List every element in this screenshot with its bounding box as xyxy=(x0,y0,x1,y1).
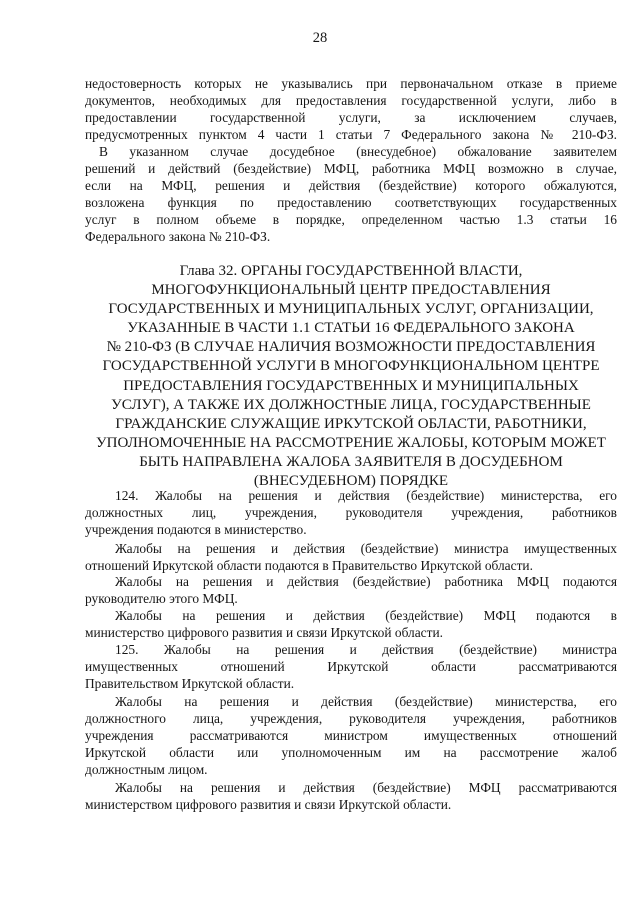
text-line: имущественных отношений Иркутской области рассматриваются xyxy=(85,659,617,674)
heading-line: (ВНЕСУДЕБНОМ) ПОРЯДКЕ xyxy=(253,473,449,490)
heading-line: № 210-ФЗ (В СЛУЧАЕ НАЛИЧИЯ ВОЗМОЖНОСТИ ПРЕДОСТАВЛЕНИЯ xyxy=(106,339,596,356)
text-line: В указанном случае досудебное (внесудебное) обжалование заявителем xyxy=(99,144,617,159)
heading-line: ГОСУДАРСТВЕННОЙ УСЛУГИ В МНОГОФУНКЦИОНАЛЬНОМ ЦЕНТРЕ xyxy=(102,358,600,375)
text-line: предоставлении государственной услуги, за исключением случаев, xyxy=(85,110,617,125)
text-line: Правительством Иркутской области. xyxy=(85,676,295,691)
text-line: недостоверность которых не указывались при первоначальном отказе в приеме xyxy=(85,76,617,91)
text-line: Жалобы на решения и действия (бездействие) МФЦ подаются в xyxy=(115,608,617,623)
intro-paragraph xyxy=(85,75,617,245)
text-line: должностных лиц, учреждения, руководителя учреждения, работников xyxy=(85,505,617,520)
text-line: Жалобы на решения и действия (бездействие) работника МФЦ подаются xyxy=(115,574,617,589)
paragraph-124 xyxy=(85,487,617,538)
text-line: услуг в полном объеме в порядке, определенном частью 1.3 статьи 16 xyxy=(85,212,617,227)
paragraph xyxy=(85,540,617,574)
text-line: руководителю этого МФЦ. xyxy=(85,591,238,606)
paragraph-125 xyxy=(85,641,617,692)
heading-line: УПОЛНОМОЧЕННЫЕ НА РАССМОТРЕНИЕ ЖАЛОБЫ, КОТОРЫМ МОЖЕТ xyxy=(96,434,606,451)
text-line: предусмотренных пунктом 4 части 1 статьи 7 Федерального закона № 210-ФЗ. xyxy=(85,127,617,142)
text-line: министерство цифрового развития и связи Иркутской области. xyxy=(85,625,443,640)
text-line: Федерального закона № 210-ФЗ. xyxy=(85,229,271,244)
heading-line: Глава 32. ОРГАНЫ ГОСУДАРСТВЕННОЙ ВЛАСТИ, xyxy=(179,263,523,279)
text-line: учреждения рассматриваются министром имущественных отношений xyxy=(85,728,617,743)
text-line: возложена функция по предоставлению соответствующих государственных xyxy=(85,195,617,210)
text-line: отношений Иркутской области подаются в Правительство Иркутской области. xyxy=(85,558,533,573)
text-line: документов, необходимых для предоставления государственной услуги, либо в xyxy=(85,93,617,108)
heading-line: МНОГОФУНКЦИОНАЛЬНЫЙ ЦЕНТР ПРЕДОСТАВЛЕНИЯ xyxy=(151,282,551,299)
text-line: Жалобы на решения и действия (бездействие) МФЦ рассматриваются xyxy=(115,780,617,795)
paragraph xyxy=(85,607,617,641)
text-line: если на МФЦ, решения и действия (бездействие) которого обжалуются, xyxy=(85,178,617,193)
paragraph xyxy=(85,693,617,778)
heading-line: ГРАЖДАНСКИЕ СЛУЖАЩИЕ ИРКУТСКОЙ ОБЛАСТИ, РАБОТНИКИ, xyxy=(115,415,587,432)
text-line: министерством цифрового развития и связи Иркутской области. xyxy=(85,797,452,812)
text-line: должностного лица, учреждения, руководителя учреждения, работников xyxy=(85,711,617,726)
text-line: должностным лицом. xyxy=(85,762,208,777)
text-line: Иркутской области или уполномоченным им на рассмотрение жалоб xyxy=(85,745,617,760)
text-line: Жалобы на решения и действия (бездействие) министерства, его xyxy=(115,694,617,709)
heading-line: УКАЗАННЫЕ В ЧАСТИ 1.1 СТАТЬИ 16 ФЕДЕРАЛЬНОГО ЗАКОНА xyxy=(127,320,575,337)
heading-line: ГОСУДАРСТВЕННЫХ И МУНИЦИПАЛЬНЫХ УСЛУГ, ОРГАНИЗАЦИИ, xyxy=(108,301,594,318)
heading-line: БЫТЬ НАПРАВЛЕНА ЖАЛОБА ЗАЯВИТЕЛЯ В ДОСУДЕБНОМ xyxy=(139,453,563,470)
heading-line: ПРЕДОСТАВЛЕНИЯ ГОСУДАРСТВЕННЫХ И МУНИЦИПАЛЬНЫХ xyxy=(123,377,579,394)
text-line: учреждения подаются в министерство. xyxy=(85,522,307,537)
text-line: 124. Жалобы на решения и действия (бездействие) министерства, его xyxy=(115,488,617,503)
text-line: решений и действий (бездействие) МФЦ, работника МФЦ возможно в случае, xyxy=(85,161,617,176)
heading-line: УСЛУГ), А ТАКЖЕ ИХ ДОЛЖНОСТНЫЕ ЛИЦА, ГОСУДАРСТВЕННЫЕ xyxy=(111,396,591,413)
page-number: 28 xyxy=(312,30,328,46)
chapter-heading xyxy=(85,262,617,491)
paragraph xyxy=(85,779,617,813)
paragraph xyxy=(85,573,617,607)
text-line: Жалобы на решения и действия (бездействие) министра имущественных xyxy=(115,541,617,556)
text-line: 125. Жалобы на решения и действия (бездействие) министра xyxy=(115,642,617,657)
